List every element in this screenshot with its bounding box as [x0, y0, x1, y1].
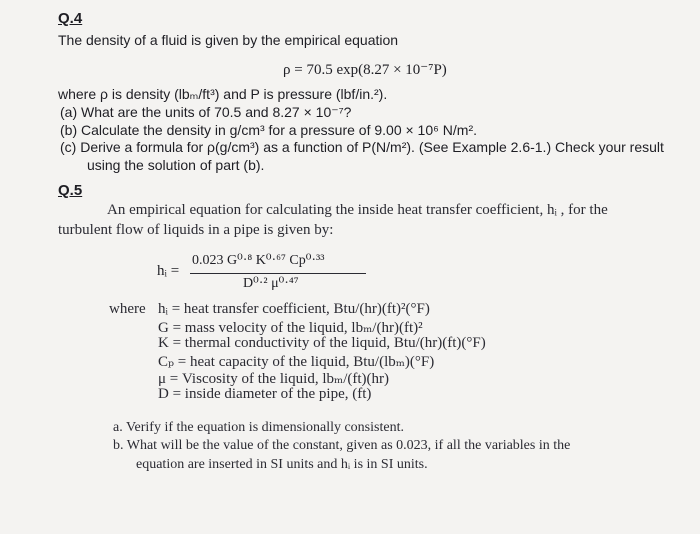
q5-fraction-bar — [190, 273, 366, 274]
q4-part-b: (b) Calculate the density in g/cm³ for a pressure of 9.00 × 10⁶ N/m². — [60, 122, 477, 138]
q5-heading: Q.5 — [58, 182, 83, 199]
q5-intro-line2: turbulent flow of liquids in a pipe is given by: — [58, 222, 334, 238]
q5-definition-mu: μ = Viscosity of the liquid, lbₘ/(ft)(hr) — [158, 371, 390, 387]
q5-definition-d: D = inside diameter of the pipe, (ft) — [158, 386, 372, 402]
q5-intro-line1: An empirical equation for calculating the inside heat transfer coefficient, hᵢ , for the — [107, 202, 608, 218]
q5-definition-g: G = mass velocity of the liquid, lbₘ/(hr)(ft)² — [158, 320, 423, 336]
q5-equation-denominator: D⁰·² μ⁰·⁴⁷ — [243, 276, 299, 291]
q4-density-equation: ρ = 70.5 exp(8.27 × 10⁻⁷P) — [283, 62, 447, 78]
q4-where-line: where ρ is density (lbₘ/ft³) and P is pressure (lbf/in.²). — [58, 86, 388, 102]
q5-definition-hi: hᵢ = heat transfer coefficient, Btu/(hr)(ft)²(°F) — [158, 301, 430, 317]
q5-part-a: a. Verify if the equation is dimensionally consistent. — [113, 420, 404, 435]
q5-equation-numerator: 0.023 G⁰·⁸ K⁰·⁶⁷ Cp⁰·³³ — [192, 253, 325, 268]
q4-part-a: (a) What are the units of 70.5 and 8.27 × 10⁻⁷? — [60, 104, 352, 120]
q5-part-b-line1: b. What will be the value of the constant, given as 0.023, if all the variables in the — [113, 438, 571, 453]
q5-where-label: where — [109, 301, 146, 317]
q4-intro: The density of a fluid is given by the empirical equation — [58, 32, 399, 48]
q5-part-b-line2: equation are inserted in SI units and hᵢ is in SI units. — [136, 457, 428, 472]
q5-definition-k: K = thermal conductivity of the liquid, Btu/(hr)(ft)(°F) — [158, 335, 486, 351]
q5-equation-lhs: hᵢ = — [157, 263, 180, 279]
q5-definition-cp: Cₚ = heat capacity of the liquid, Btu/(lbₘ)(°F) — [158, 354, 435, 370]
q4-part-c-line2: using the solution of part (b). — [87, 157, 265, 173]
q4-heading: Q.4 — [58, 10, 83, 27]
q4-part-c-line1: (c) Derive a formula for ρ(g/cm³) as a function of P(N/m²). (See Example 2.6-1.) Check your result — [60, 139, 664, 155]
